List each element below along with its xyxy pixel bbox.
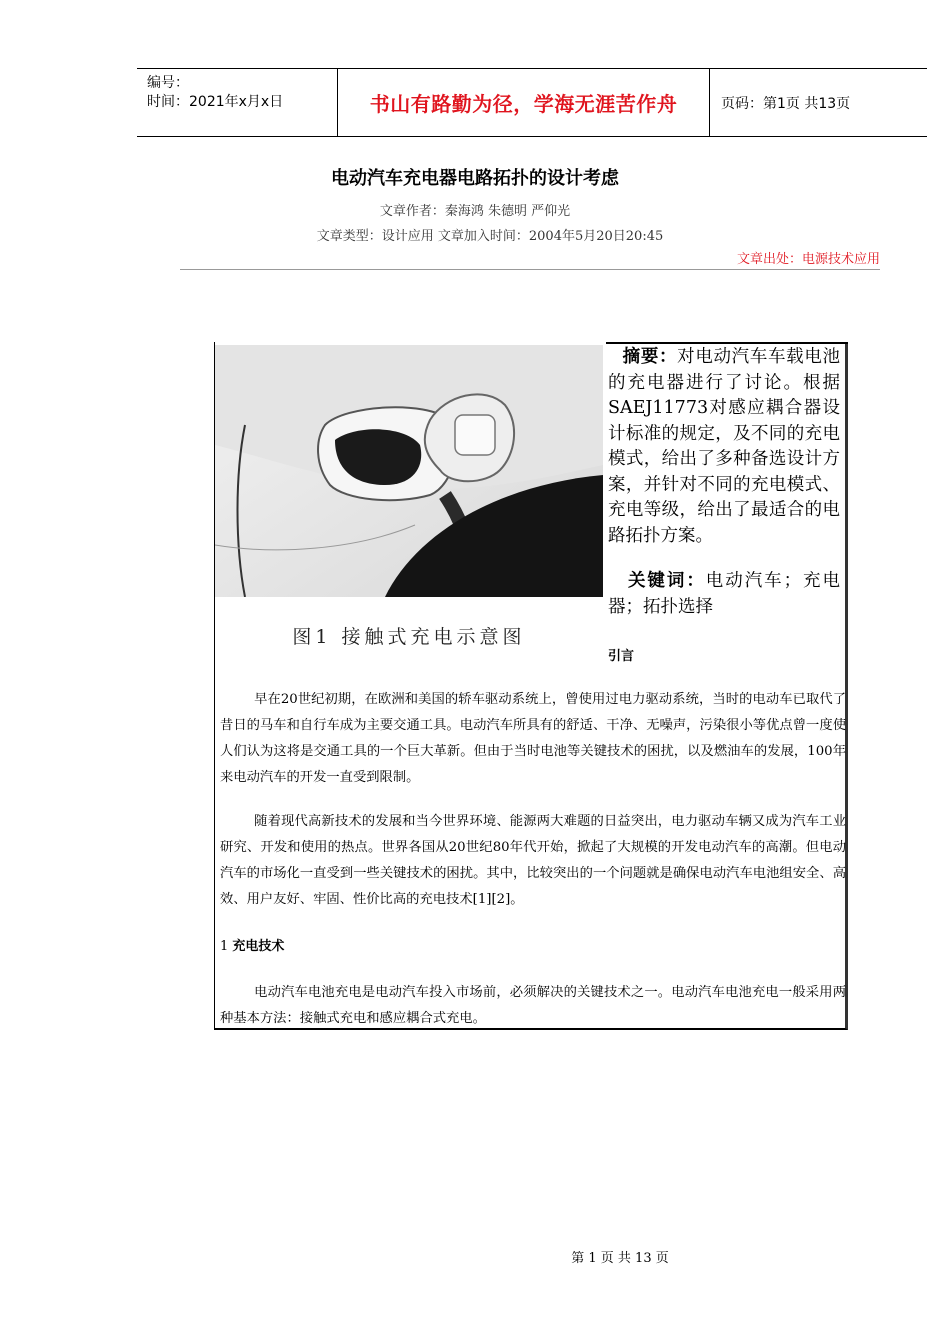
divider (180, 269, 880, 270)
number-label: 编号： (147, 75, 189, 91)
paragraph-2-text: 随着现代高新技术的发展和当今世界环境、能源两大难题的日益突出，电力驱动车辆又成为汽车工业研究、开发和使用的热点。世界各国从20世纪80年代开始，掀起了大规模的开发电动汽车的高潮。但电动汽车的市场化一直受到一些关键技术的困扰。其中，比较突出的一个问题就是确保电动汽车电池组安全、高效、用户友好、牢固、性价比高的充电技术[1][2]。 (220, 814, 846, 907)
paragraph-1 (220, 687, 846, 791)
keywords-label: 关键词： (626, 571, 706, 591)
section-title: 充电技术 (232, 939, 285, 954)
section-number: 1 (220, 939, 229, 954)
intro-heading: 引言 (608, 649, 635, 664)
date-label: 时间：2021年x月x日 (147, 94, 284, 110)
article-title: 电动汽车充电器电路拓扑的设计考虑 (331, 168, 619, 189)
abstract (608, 345, 840, 549)
header-info-cell (137, 69, 338, 136)
motto: 书山有路勤为径，学海无涯苦作舟 (338, 69, 710, 136)
paragraph-1-text: 早在20世纪初期，在欧洲和美国的轿车驱动系统上，曾使用过电力驱动系统，当时的电动车已取代了昔日的马车和自行车成为主要交通工具。电动汽车所具有的舒适、干净、无噪声，污染很小等优点曾一度使人们认为这将是交通工具的一个巨大革新。但由于当时电池等关键技术的困扰，以及燃油车的发展，100年来电动汽车的开发一直受到限制。 (220, 692, 846, 785)
abstract-text: 对电动汽车车载电池的充电器进行了讨论。根据SAEJ11773对感应耦合器设计标准的规定，及不同的充电模式，给出了多种备选设计方案，并针对不同的充电模式、充电等级，给出了最适合的电路拓扑方案。 (608, 347, 841, 546)
article-meta: 文章类型：设计应用 文章加入时间：2004年5月20日20:45 (316, 229, 664, 244)
paragraph-3-text: 电动汽车电池充电是电动汽车投入市场前，必须解决的关键技术之一。电动汽车电池充电一般采用两种基本方法：接触式充电和感应耦合式充电。 (220, 985, 846, 1026)
keywords (608, 568, 840, 620)
content-box-top-border (606, 342, 848, 344)
article-authors: 文章作者：秦海鸿 朱德明 严仰光 (379, 204, 571, 219)
header-table (137, 68, 927, 137)
figure-caption: 图1 接触式充电示意图 (292, 626, 526, 648)
paragraph-3 (220, 980, 846, 1032)
keywords-text: 电动汽车；充电器；拓扑选择 (608, 571, 841, 617)
page-footer: 第 1 页 共 13 页 (571, 1251, 669, 1266)
paragraph-2 (220, 809, 846, 913)
charging-photo (215, 345, 603, 597)
article-source: 文章出处：电源技术应用 (736, 252, 880, 267)
section-heading (220, 935, 284, 954)
page-info: 页码：第1页 共13页 (721, 95, 851, 112)
abstract-label: 摘要： (622, 347, 678, 367)
